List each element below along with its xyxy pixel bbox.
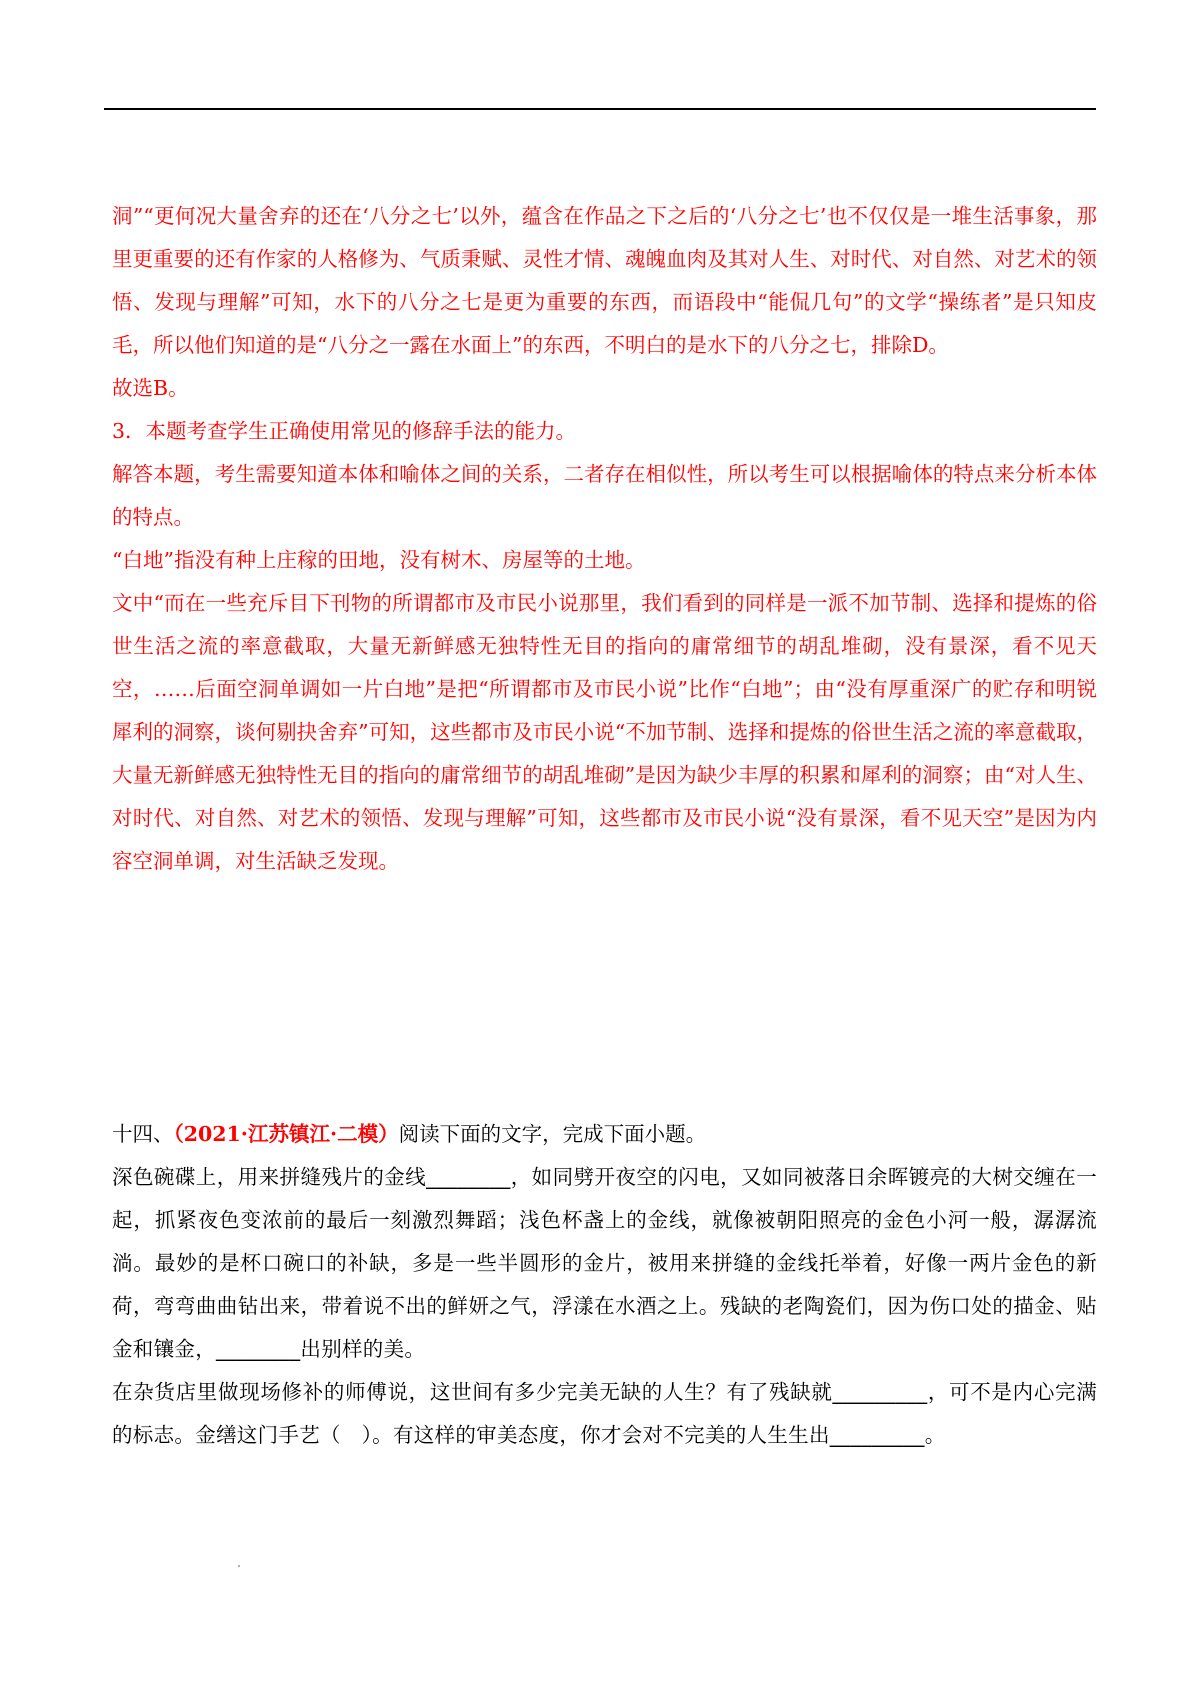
answer-paragraph: 故选B。	[112, 376, 189, 400]
answer-paragraph: 洞”“更何况大量舍弃的还在‘八分之七’以外，蕴含在作品之下之后的‘八分之七’也不仅仅是一堆生活事象，那里更重要的还有作家的人格修为、气质秉赋、灵性才情、魂魄血肉及其对人生、对时代、对自然、对艺术的领悟、发现与理解”可知，水下的八分之七是更为重要的东西，而语段中“能侃几句”的文学“操练者”是只知皮毛，所以他们知道的是“八分之一露在水面上”的东西，不明白的是水下的八分之七，排除D。	[112, 204, 1097, 357]
passage-paragraph: 在杂货店里做现场修补的师傅说，这世间有多少完美无缺的人生？有了残缺就_________，可不是内心完满的标志。金缮这门手艺（ ）。有这样的审美态度，你才会对不完美的人生生出_________。	[112, 1380, 1097, 1447]
answer-paragraph: “白地”指没有种上庄稼的田地，没有树木、房屋等的土地。	[112, 548, 646, 572]
answer-paragraph: 3．本题考查学生正确使用常见的修辞手法的能力。	[112, 419, 577, 443]
question-source: （2021·江苏镇江·二模）	[173, 1122, 399, 1146]
answer-explanation	[112, 195, 1097, 883]
question-block	[112, 1113, 1097, 1457]
header-rule	[104, 108, 1096, 110]
passage-paragraph: 深色碗碟上，用来拼缝残片的金线________，如同劈开夜空的闪电，又如同被落日余晖镀亮的大树交缠在一起，抓紧夜色变浓前的最后一刻激烈舞蹈；浅色杯盏上的金线，就像被朝阳照亮的金色小河一般，潺潺流淌。最妙的是杯口碗口的补缺，多是一些半圆形的金片，被用来拼缝的金线托举着，好像一两片金色的新荷，弯弯曲曲钻出来，带着说不出的鲜妍之气，浮漾在水酒之上。残缺的老陶瓷们，因为伤口处的描金、贴金和镶金，________出别样的美。	[112, 1165, 1097, 1361]
question-title	[112, 1113, 1097, 1156]
answer-paragraph: 文中“而在一些充斥目下刊物的所谓都市及市民小说那里，我们看到的同样是一派不加节制、选择和提炼的俗世生活之流的率意截取，大量无新鲜感无独特性无目的指向的庸常细节的胡乱堆砌，没有景深，看不见天空，……后面空洞单调如一片白地”是把“所谓都市及市民小说”比作“白地”；由“没有厚重深广的贮存和明锐犀利的洞察，谈何剔抉舍弃”可知，这些都市及市民小说“不加节制、选择和提炼的俗世生活之流的率意截取，大量无新鲜感无独特性无目的指向的庸常细节的胡乱堆砌”是因为缺少丰厚的积累和犀利的洞察；由“对人生、对时代、对自然、对艺术的领悟、发现与理解”可知，这些都市及市民小说“没有景深，看不见天空”是因为内容空洞单调，对生活缺乏发现。	[112, 591, 1097, 873]
answer-paragraph: 解答本题，考生需要知道本体和喻体之间的关系，二者存在相似性，所以考生可以根据喻体的特点来分析本体的特点。	[112, 462, 1097, 529]
stray-dot	[238, 1565, 240, 1567]
question-number: 十四、	[112, 1122, 174, 1146]
question-instruction: 阅读下面的文字，完成下面小题。	[398, 1122, 707, 1146]
